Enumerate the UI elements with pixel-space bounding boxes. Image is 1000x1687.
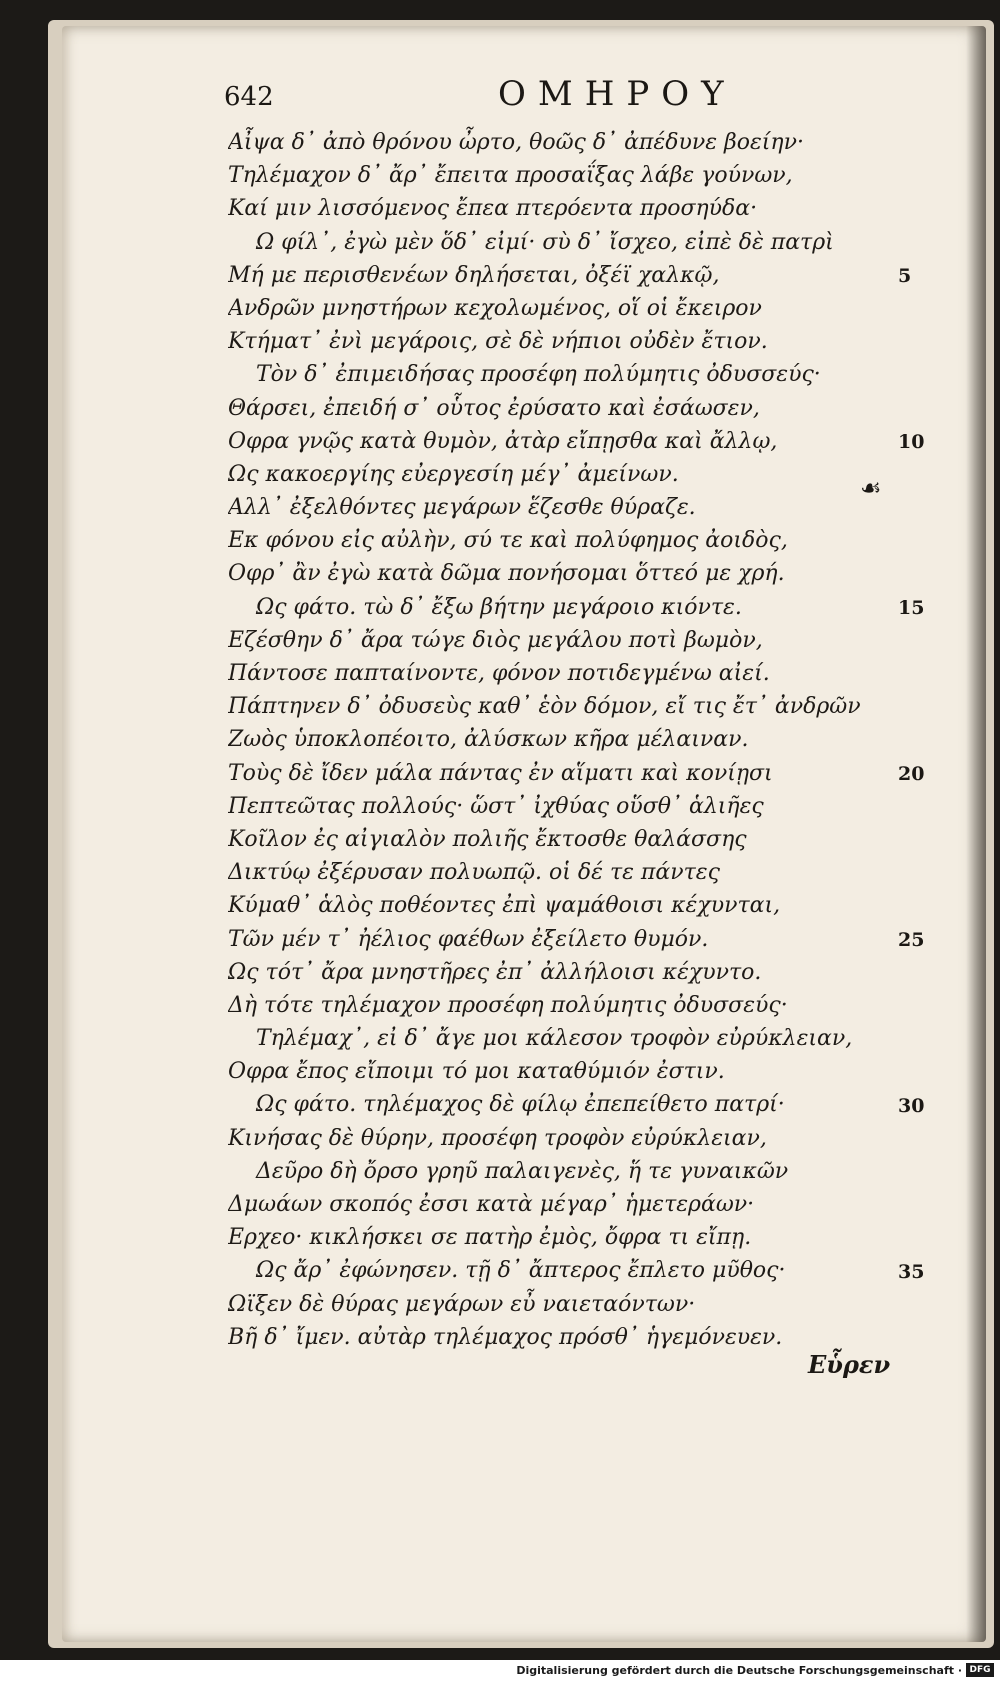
verse-line: Πάπτηνεν δ᾽ ὀδυσεὺς καθ᾽ ἑὸν δόμον, εἴ τις ἔτ᾽ ἀνδρῶν (228, 694, 861, 720)
verse-line: Τῶν μέν τ᾽ ἠέλιος φαέθων ἐξείλετο θυμόν. (228, 926, 709, 952)
verse-line: Καί μιν λισσόμενος ἔπεα πτερόεντα προσηύδα· (228, 196, 758, 222)
verse-line: Πάντοσε παπταίνοντε, φόνον ποτιδεγμένω αἰεί. (228, 661, 770, 686)
verse-line: Οφρα ἔπος εἴποιμι τό μοι καταθύμιόν ἐστιν. (228, 1059, 725, 1085)
verse-line: Κτήματ᾽ ἐνὶ μεγάροις, σὲ δὲ νήπιοι οὐδὲν ἔτιον. (228, 329, 768, 355)
verse-line: Οφρα γνῷς κατὰ θυμὸν, ἀτὰρ εἴπῃσθα καὶ ἄλλῳ, (228, 428, 778, 454)
verse-line: Οφρ᾽ ἂν ἐγὼ κατὰ δῶμα πονήσομαι ὅττεό με χρή. (228, 561, 785, 587)
line-number: 20 (898, 762, 925, 785)
verse-line: Τοὺς δὲ ἴδεν μάλα πάντας ἐν αἵματι καὶ κονίῃσι (228, 760, 773, 786)
line-number: 30 (898, 1094, 925, 1117)
footer-bar (0, 1660, 1000, 1687)
verse-line: Τηλέμαχον δ᾽ ἄρ᾽ ἔπειτα προσαΐξας λάβε γούνων, (228, 163, 793, 189)
verse-line: Δεῦρο δὴ ὄρσο γρηῦ παλαιγενὲς, ἥ τε γυναικῶν (256, 1158, 789, 1184)
verse-line: Βῆ δ᾽ ἴμεν. αὐτὰρ τηλέμαχος πρόσθ᾽ ἡγεμόνευεν. (228, 1324, 783, 1350)
verse-line: Δὴ τότε τηλέμαχον προσέφη πολύμητις ὀδυσσεύς· (228, 992, 788, 1018)
verse-line: Ως φάτο. τὼ δ᾽ ἔξω βήτην μεγάροιο κιόντε. (256, 594, 742, 620)
line-number: 25 (898, 928, 925, 951)
verse-block (228, 126, 888, 1354)
line-number: 10 (898, 430, 925, 453)
page-header (0, 74, 1000, 120)
verse-line: Δμωάων σκοπός ἐσσι κατὰ μέγαρ᾽ ἡμετεράων· (228, 1192, 755, 1217)
verse-line: Τηλέμαχ᾽, εἰ δ᾽ ἄγε μοι κάλεσον τροφὸν εὐρύκλειαν, (256, 1026, 853, 1052)
verse-line: Κοῖλον ἐς αἰγιαλὸν πολιῆς ἔκτοσθε θαλάσσης (228, 826, 747, 852)
verse-line: Ωϊξεν δὲ θύρας μεγάρων εὖ ναιεταόντων· (228, 1291, 696, 1317)
page-number: 642 (224, 82, 274, 112)
verse-line: Εκ φόνου εἰς αὐλὴν, σύ τε καὶ πολύφημος ἀοιδὸς, (228, 528, 788, 554)
verse-line: Μή με περισθενέων δηλήσεται, ὀξέϊ χαλκῷ, (228, 262, 720, 288)
verse-line: Ως φάτο. τηλέμαχος δὲ φίλῳ ἐπεπείθετο πατρί· (256, 1092, 785, 1118)
verse-line: Ερχεο· κικλήσκει σε πατὴρ ἐμὸς, ὄφρα τι εἴπῃ. (228, 1225, 752, 1251)
verse-line: Εζέσθην δ᾽ ἄρα τώγε διὸς μεγάλου ποτὶ βωμὸν, (228, 627, 763, 653)
line-number: 15 (898, 596, 925, 619)
verse-line: Ως κακοεργίης εὐεργεσίη μέγ᾽ ἀμείνων. (228, 461, 679, 487)
footer-credit: Digitalisierung gefördert durch die Deutsche Forschungsgemeinschaft · (516, 1664, 962, 1677)
verse-line: Κύμαθ᾽ ἁλὸς ποθέοντες ἐπὶ ψαμάθοισι κέχυνται, (228, 893, 781, 919)
verse-line: Θάρσει, ἐπειδή σ᾽ οὗτος ἐρύσατο καὶ ἐσάωσεν, (228, 395, 760, 421)
verse-line: Ως τότ᾽ ἄρα μνηστῆρες ἐπ᾽ ἀλλήλοισι κέχυντο. (228, 959, 762, 985)
verse-line: Αλλ᾽ ἐξελθόντες μεγάρων ἕζεσθε θύραζε. (228, 495, 696, 521)
verse-line: Ως ἄρ᾽ ἐφώνησεν. τῇ δ᾽ ἄπτερος ἔπλετο μῦθος· (256, 1258, 786, 1284)
line-number: 5 (898, 264, 912, 287)
dfg-logo-icon: DFG (966, 1663, 994, 1677)
verse-line: Ανδρῶν μνηστήρων κεχολωμένος, οἵ οἱ ἔκειρον (228, 295, 762, 321)
verse-line: Ζωὸς ὑποκλοπέοιτο, ἀλύσκων κῆρα μέλαιναν. (228, 727, 749, 753)
running-head: ΟΜΗΡΟΥ (498, 74, 736, 114)
page-gutter-shadow (966, 26, 986, 1642)
ornament-icon: ☙ (860, 474, 882, 502)
verse-line: Κινήσας δὲ θύρην, προσέφη τροφὸν εὐρύκλειαν, (228, 1125, 767, 1151)
line-number: 35 (898, 1260, 925, 1283)
verse-line: Τὸν δ᾽ ἐπιμειδήσας προσέφη πολύμητις ὀδυσσεύς· (256, 362, 821, 388)
verse-line: Αἶψα δ᾽ ἀπὸ θρόνου ὦρτο, θοῶς δ᾽ ἀπέδυνε βοείην· (228, 130, 804, 155)
verse-line: Ω φίλ᾽, ἐγὼ μὲν ὅδ᾽ εἰμί· σὺ δ᾽ ἴσχεο, εἰπὲ δὲ πατρὶ (256, 229, 834, 255)
verse-line: Δικτύῳ ἐξέρυσαν πολυωπῷ. οἱ δέ τε πάντες (228, 860, 720, 886)
catchword: Εὗρεν (808, 1350, 891, 1379)
verse-line: Πεπτεῶτας πολλούς· ὥστ᾽ ἰχθύας οὕσθ᾽ ἁλιῆες (228, 793, 764, 819)
